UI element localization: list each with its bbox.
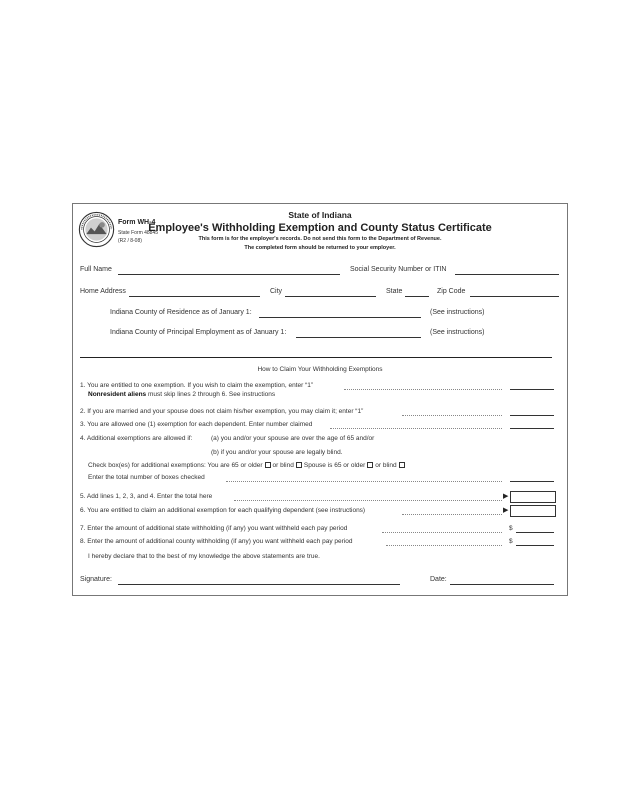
line-1-dots [344, 389, 502, 390]
declaration-text: I hereby declare that to the best of my knowledge the above statements are true. [88, 553, 320, 560]
line-7-entry[interactable] [516, 532, 554, 533]
return-note: The completed form should be returned to your employer. [244, 245, 396, 251]
you-blind-checkbox[interactable] [296, 462, 302, 468]
county-employment-instructions: (See instructions) [430, 329, 485, 336]
line-4-text: 4. Additional exemptions are allowed if: [80, 435, 193, 442]
line-2-dots [402, 415, 502, 416]
section-title: How to Claim Your Withholding Exemptions [257, 366, 383, 373]
line-1-entry[interactable] [510, 389, 554, 390]
line-8-entry[interactable] [516, 545, 554, 546]
you-65-checkbox[interactable] [265, 462, 271, 468]
date-label: Date: [430, 576, 447, 583]
line-8-dots [386, 545, 502, 546]
line-6-dots [402, 514, 502, 515]
line-1-text: 1. You are entitled to one exemption. If you wish to claim the exemption, enter “1” [80, 382, 314, 389]
line-6-box[interactable] [510, 505, 556, 517]
line-5-arrow-icon: ▶ [503, 493, 509, 500]
line-5-dots [234, 500, 502, 501]
form-id: Form WH-4 [118, 219, 156, 226]
county-residence-field[interactable] [259, 317, 421, 318]
line-2-text: 2. If you are married and your spouse does not claim his/her exemption, you may claim it; enter “1” [80, 408, 364, 415]
line-8-dollar: $ [509, 538, 513, 545]
line-2-entry[interactable] [510, 415, 554, 416]
you-blind-label: or blind [272, 462, 294, 469]
line-7-dollar: $ [509, 525, 513, 532]
county-employment-field[interactable] [296, 337, 421, 338]
city-label: City [270, 288, 283, 295]
state-label: State [386, 288, 403, 295]
home-address-label: Home Address [80, 288, 126, 295]
line-4a-text: (a) you and/or your spouse are over the age of 65 and/or [211, 435, 375, 442]
state-heading: State of Indiana [288, 210, 352, 220]
line-4-total-text: Enter the total number of boxes checked [88, 474, 205, 481]
records-note: This form is for the employer's records. Do not send this form to the Department of Revenue. [198, 236, 442, 242]
section-divider [80, 357, 552, 358]
spouse-blind-checkbox[interactable] [399, 462, 405, 468]
full-name-field[interactable] [118, 274, 340, 275]
county-employment-label: Indiana County of Principal Employment as of January 1: [110, 329, 287, 336]
zip-label: Zip Code [437, 288, 466, 295]
line-8-text: 8. Enter the amount of additional county withholding (if any) you want withheld each pay period [80, 538, 353, 545]
nonresident-text: must skip lines 2 through 6. See instructions [146, 391, 276, 398]
line-4-dots [226, 481, 502, 482]
spouse-65-checkbox[interactable] [367, 462, 373, 468]
line-6-arrow-icon: ▶ [503, 507, 509, 514]
form-title: Employee's Withholding Exemption and County Status Certificate [148, 222, 492, 234]
line-3-dots [330, 428, 502, 429]
line-5-text: 5. Add lines 1, 2, 3, and 4. Enter the total here [80, 493, 213, 500]
nonresident-label: Nonresident aliens [88, 391, 147, 398]
full-name-label: Full Name [80, 266, 112, 273]
zip-field[interactable] [470, 296, 559, 297]
signature-label: Signature: [80, 576, 112, 583]
home-address-field[interactable] [129, 296, 260, 297]
line-7-dots [382, 532, 502, 533]
city-field[interactable] [285, 296, 376, 297]
spouse-blind-label: or blind [375, 462, 397, 469]
line-4-entry[interactable] [510, 481, 554, 482]
line-4b-text: (b) if you and/or your spouse are legally blind. [211, 449, 343, 456]
line-3-entry[interactable] [510, 428, 554, 429]
county-residence-label: Indiana County of Residence as of January 1: [110, 309, 252, 316]
state-form-number: State Form 48845 [118, 230, 159, 236]
form-revision: (R2 / 8-08) [118, 238, 142, 244]
date-field[interactable] [450, 584, 554, 585]
ssn-field[interactable] [455, 274, 559, 275]
county-residence-instructions: (See instructions) [430, 309, 485, 316]
line-7-text: 7. Enter the amount of additional state withholding (if any) you want withheld each pay period [80, 525, 348, 532]
check-boxes-label: Check box(es) for additional exemptions: You are 65 or older [88, 462, 263, 469]
ssn-label: Social Security Number or ITIN [350, 266, 447, 273]
line-5-total-box[interactable] [510, 491, 556, 503]
spouse-65-label: Spouse is 65 or older [303, 462, 366, 469]
state-field[interactable] [405, 296, 429, 297]
line-3-text: 3. You are allowed one (1) exemption for each dependent. Enter number claimed [80, 421, 313, 428]
line-6-text: 6. You are entitled to claim an additional exemption for each qualifying dependent (see instructions) [80, 507, 366, 514]
signature-field[interactable] [118, 584, 400, 585]
